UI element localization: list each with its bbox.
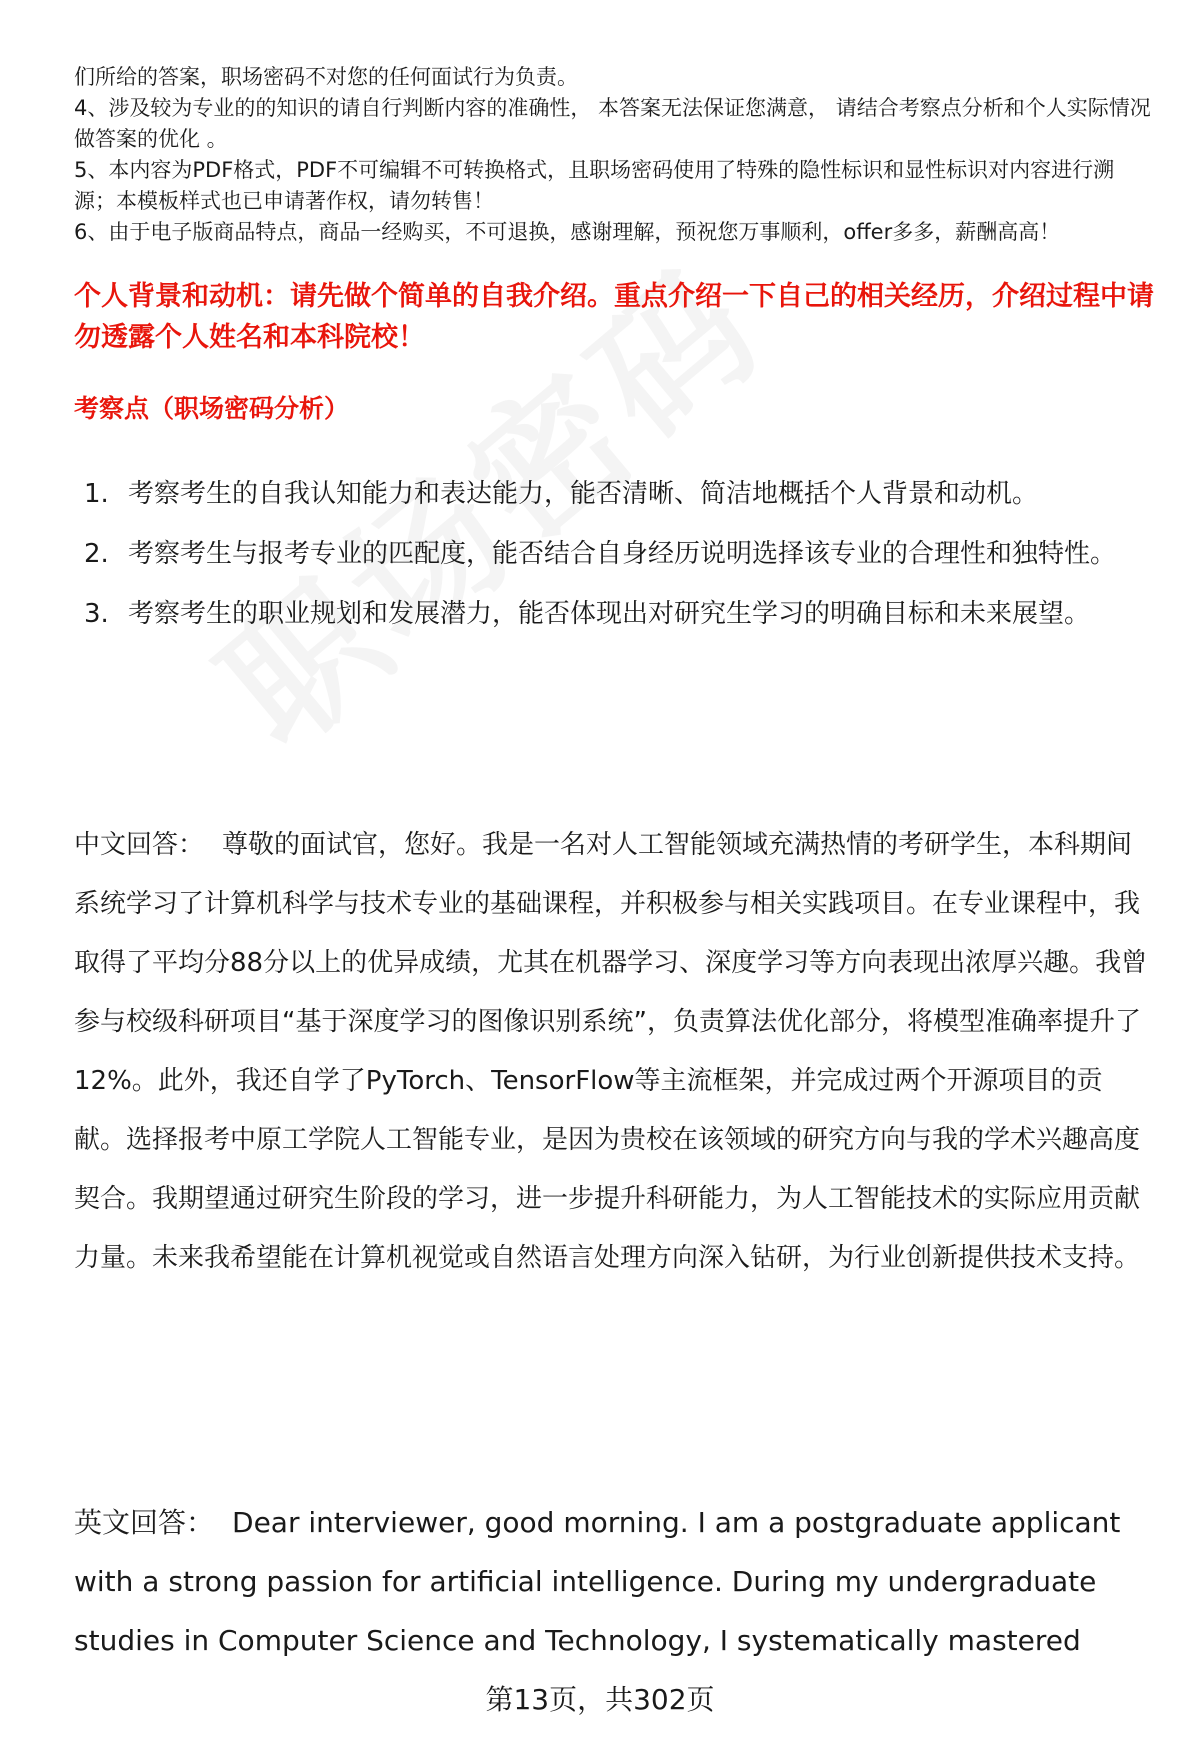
english-answer-label: 英文回答： [74, 1506, 215, 1539]
exam-point-text: 考察考生的职业规划和发展潜力，能否体现出对研究生学习的明确目标和未来展望。 [128, 599, 1091, 629]
question-heading: 个人背景和动机：请先做个简单的自我介绍。重点介绍一下自己的相关经历，介绍过程中请勿透露个人姓名和本科院校！ [74, 281, 1154, 353]
page-footer: 第13页，共302页 [485, 1683, 715, 1716]
exam-point [74, 584, 1154, 644]
chinese-answer-text: 尊敬的面试官，您好。我是一名对人工智能领域充满热情的考研学生，本科期间系统学习了计算机科学与技术专业的基础课程，并积极参与相关实践项目。在专业课程中，我取得了平均分88分以上的优异成绩，尤其在机器学习、深度学习等方向表现出浓厚兴趣。我曾参与校级科研项目“基于深度学习的图像识别系统”，负责算法优化部分，将模型准确率提升了12%。此外，我还自学了PyTorch、TensorFlow等主流框架，并完成过两个开源项目的贡献。选择报考中原工学院人工智能专业，是因为贵校在该领域的研究方向与我的学术兴趣高度契合。我期望通过研究生阶段的学习，进一步提升科研能力，为人工智能技术的实际应用贡献力量。未来我希望能在计算机视觉或自然语言处理方向深入钻研，为行业创新提供技术支持。 [74, 830, 1148, 1273]
exam-point-text: 考察考生的自我认知能力和表达能力，能否清晰、简洁地概括个人背景和动机。 [128, 479, 1039, 509]
english-answer [74, 1493, 1154, 1670]
chinese-answer-label: 中文回答： [74, 830, 205, 860]
note-line: 6、由于电子版商品特点，商品一经购买，不可退换，感谢理解，预祝您万事顺利，offer多多，薪酬高高！ [74, 220, 1061, 244]
english-answer-text: Dear interviewer, good morning. I am a postgraduate applicant with a strong passion for artificial intelligence. During my undergraduate studies in Computer Science and Technology, I systematically mastered [74, 1506, 1121, 1657]
exam-point-number: 2. [84, 539, 109, 569]
exam-points-heading: 考察点（职场密码分析） [74, 394, 350, 423]
notes-section [74, 62, 1154, 248]
exam-point [74, 524, 1154, 584]
chinese-answer [74, 816, 1154, 1288]
note-line: 4、涉及较为专业的的知识的请自行判断内容的准确性， 本答案无法保证您满意， 请结合考察点分析和个人实际情况做答案的优化 。 [74, 96, 1151, 151]
note-line: 们所给的答案，职场密码不对您的任何面试行为负责。 [74, 65, 578, 89]
note-line: 5、本内容为PDF格式，PDF不可编辑不可转换格式，且职场密码使用了特殊的隐性标识和显性标识对内容进行溯源；本模板样式也已申请著作权，请勿转售！ [74, 158, 1115, 213]
exam-points-list [74, 464, 1154, 644]
exam-point [74, 464, 1154, 524]
exam-point-text: 考察考生与报考专业的匹配度，能否结合自身经历说明选择该专业的合理性和独特性。 [128, 539, 1117, 569]
exam-point-number: 3. [84, 599, 109, 629]
exam-point-number: 1. [84, 479, 109, 509]
